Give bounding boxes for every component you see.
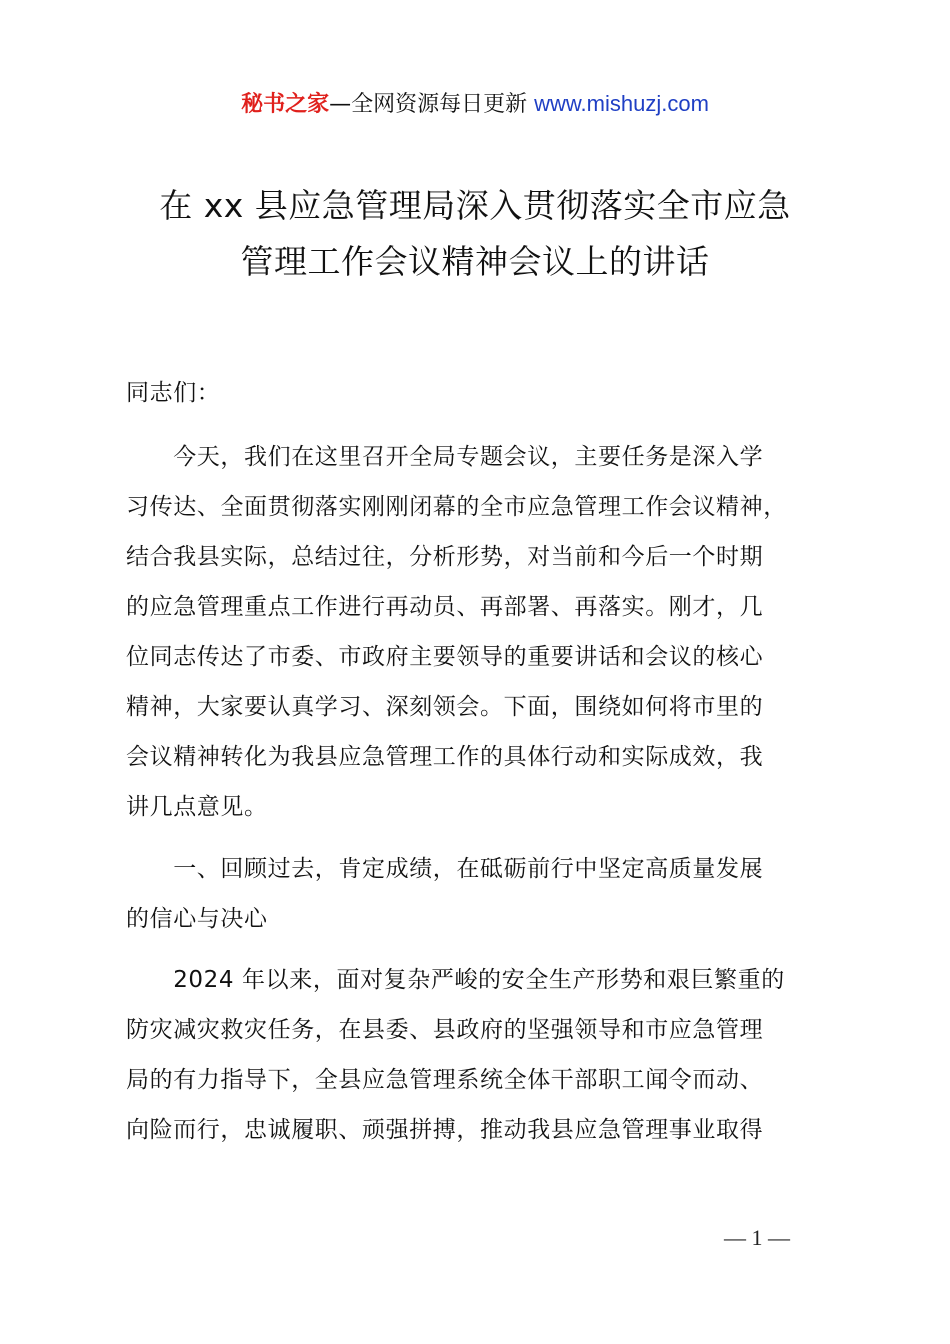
paragraph-line: 向险而行，忠诚履职、顽强拼搏，推动我县应急管理事业取得 <box>126 1117 764 1143</box>
document-title <box>60 178 890 290</box>
paragraph-line: 防灾减灾救灾任务，在县委、县政府的坚强领导和市应急管理 <box>126 1017 764 1043</box>
paragraph-line: 习传达、全面贯彻落实刚刚闭幕的全市应急管理工作会议精神， <box>126 494 787 520</box>
paragraph-opening <box>126 432 838 832</box>
heading-line: 一、回顾过去，肯定成绩，在砥砺前行中坚定高质量发展 <box>126 856 764 882</box>
paragraph-line: 位同志传达了市委、市政府主要领导的重要讲话和会议的核心 <box>126 644 764 670</box>
paragraph-line: 结合我县实际，总结过往，分析形势，对当前和今后一个时期 <box>126 544 764 570</box>
paragraph-line: 局的有力指导下，全县应急管理系统全体干部职工闻令而动、 <box>126 1067 764 1093</box>
brand-name: 秘书之家 <box>241 92 330 117</box>
paragraph-line: 2024 年以来，面对复杂严峻的安全生产形势和艰巨繁重的 <box>126 967 785 993</box>
site-url-link[interactable]: www.mishuzj.com <box>534 91 709 116</box>
paragraph-line: 会议精神转化为我县应急管理工作的具体行动和实际成效，我 <box>126 744 764 770</box>
heading-line: 的信心与决心 <box>126 906 268 932</box>
paragraph-line: 今天，我们在这里召开全局专题会议，主要任务是深入学 <box>126 444 764 470</box>
paragraph-line: 讲几点意见。 <box>126 794 268 820</box>
section-heading-1 <box>126 844 838 944</box>
title-line-1: 在 xx 县应急管理局深入贯彻落实全市应急 <box>159 186 791 225</box>
site-banner <box>0 88 950 121</box>
page-number: — 1 — <box>724 1225 790 1250</box>
title-line-2: 管理工作会议精神会议上的讲话 <box>240 242 710 281</box>
paragraph-review <box>126 955 838 1155</box>
banner-slogan: —全网资源每日更新 <box>329 92 535 117</box>
paragraph-line: 精神，大家要认真学习、深刻领会。下面，围绕如何将市里的 <box>126 694 764 720</box>
salutation: 同志们： <box>126 380 221 406</box>
paragraph-line: 的应急管理重点工作进行再动员、再部署、再落实。刚才，几 <box>126 594 764 620</box>
